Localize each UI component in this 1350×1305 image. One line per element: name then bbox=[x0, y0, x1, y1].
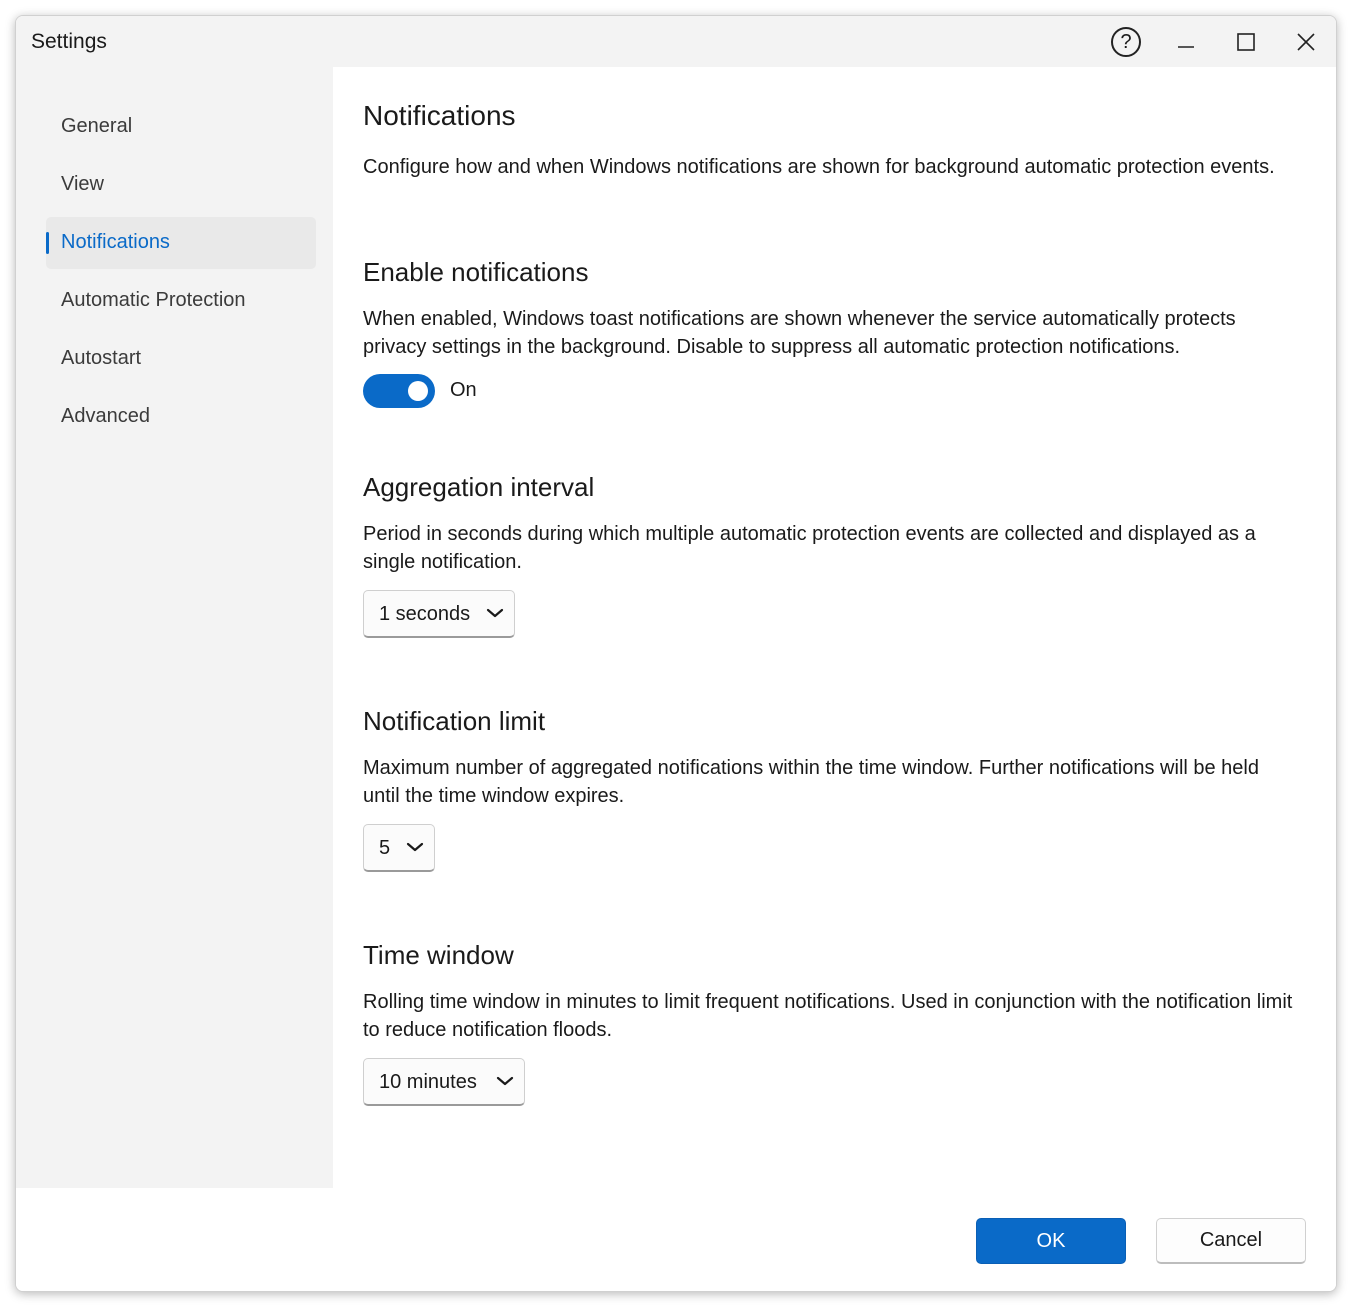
dropdown-value: 1 seconds bbox=[379, 603, 471, 625]
ok-button[interactable]: OK bbox=[976, 1218, 1126, 1264]
settings-content bbox=[333, 67, 1336, 1188]
sidebar-item-autostart[interactable] bbox=[46, 333, 316, 385]
enable-notifications-toggle[interactable] bbox=[363, 374, 435, 408]
notification-limit-description: Maximum number of aggregated notifications within the time window. Further notifications will be held until the time window expires. bbox=[363, 757, 1259, 807]
aggregation-interval-description: Period in seconds during which multiple automatic protection events are collected and displayed as a single notification. bbox=[363, 523, 1256, 573]
chevron-down-icon bbox=[496, 1073, 514, 1089]
time-window-dropdown[interactable] bbox=[363, 1058, 525, 1106]
sidebar-item-label: General bbox=[61, 115, 133, 137]
title-bar[interactable] bbox=[16, 16, 1336, 67]
aggregation-interval-dropdown[interactable] bbox=[363, 590, 515, 638]
close-icon bbox=[1296, 32, 1316, 52]
chevron-down-icon bbox=[406, 839, 424, 855]
sidebar-item-view[interactable] bbox=[46, 159, 316, 211]
window-title: Settings bbox=[31, 30, 107, 53]
enable-notifications-heading: Enable notifications bbox=[363, 257, 589, 287]
maximize-button[interactable] bbox=[1216, 16, 1276, 67]
sidebar-item-general[interactable] bbox=[46, 101, 316, 153]
maximize-icon bbox=[1236, 32, 1256, 52]
dropdown-value: 10 minutes bbox=[379, 1071, 477, 1093]
sidebar-nav bbox=[16, 67, 333, 1188]
page-description: Configure how and when Windows notifications are shown for background automatic protection events. bbox=[363, 156, 1275, 178]
sidebar-item-label: Autostart bbox=[61, 347, 142, 369]
notification-limit-dropdown[interactable] bbox=[363, 824, 435, 872]
dropdown-value: 5 bbox=[379, 837, 391, 859]
minimize-button[interactable] bbox=[1156, 16, 1216, 67]
help-button[interactable] bbox=[1096, 16, 1156, 67]
enable-notifications-description: When enabled, Windows toast notifications are shown whenever the service automatically protects privacy settings in the background. Disable to suppress all automatic protection notifications. bbox=[363, 308, 1236, 358]
sidebar-item-automatic-protection[interactable] bbox=[46, 275, 316, 327]
sidebar-item-label: Automatic Protection bbox=[61, 289, 246, 311]
selection-indicator bbox=[46, 232, 49, 254]
sidebar-item-label: Notifications bbox=[61, 231, 170, 253]
help-icon: ? bbox=[1111, 27, 1141, 57]
sidebar-item-notifications[interactable] bbox=[46, 217, 316, 269]
sidebar-item-label: View bbox=[61, 173, 104, 195]
notification-limit-heading: Notification limit bbox=[363, 706, 546, 736]
aggregation-interval-heading: Aggregation interval bbox=[363, 472, 595, 502]
sidebar-item-label: Advanced bbox=[61, 405, 150, 427]
minimize-icon bbox=[1176, 32, 1196, 52]
time-window-heading: Time window bbox=[363, 940, 514, 970]
close-button[interactable] bbox=[1276, 16, 1336, 67]
cancel-button[interactable]: Cancel bbox=[1156, 1218, 1306, 1264]
sidebar-item-advanced[interactable] bbox=[46, 391, 316, 443]
toggle-state-label: On bbox=[450, 379, 477, 401]
toggle-knob bbox=[408, 381, 428, 401]
settings-window bbox=[15, 15, 1337, 1292]
page-title: Notifications bbox=[363, 100, 516, 131]
chevron-down-icon bbox=[486, 605, 504, 621]
time-window-description: Rolling time window in minutes to limit frequent notifications. Used in conjunction with the notification limit to reduce notification floods. bbox=[363, 991, 1293, 1041]
dialog-footer bbox=[16, 1188, 1336, 1291]
